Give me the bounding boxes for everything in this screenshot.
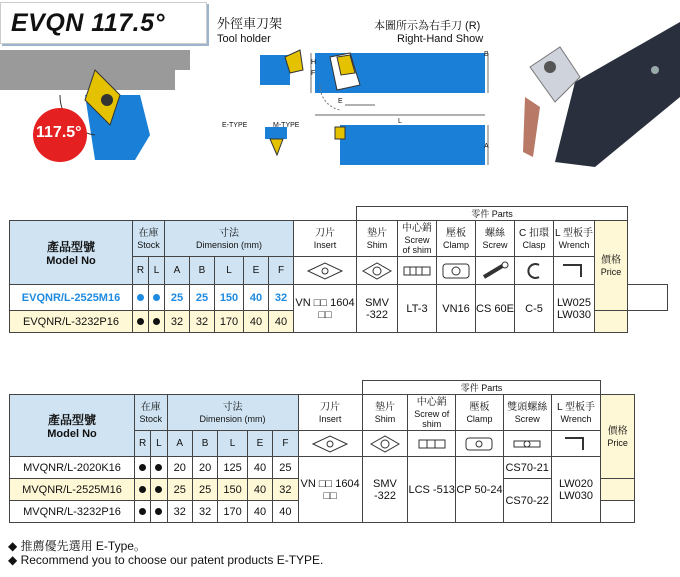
model-header: 產品型號 Model No xyxy=(10,395,135,457)
col-b: B xyxy=(190,257,215,285)
wrench-value: LW025 LW030 xyxy=(554,285,595,333)
holder-side-view xyxy=(340,125,485,165)
clamp-value: CP 50-24 xyxy=(456,457,504,523)
stock-l-dot xyxy=(155,464,162,471)
clasp-header: C 扣環 Clasp xyxy=(515,221,554,257)
col-len: L xyxy=(215,257,244,285)
price-cell xyxy=(601,479,635,501)
screw-shim-value: LCS -513 xyxy=(408,457,456,523)
note-zh: ◆ 推薦優先選用 E-Type。 xyxy=(8,539,146,553)
shim-header: 墊片 Shim xyxy=(362,395,408,431)
col-f: F xyxy=(269,257,294,285)
dim-e: E xyxy=(338,98,343,105)
screw-header: 螺絲 Screw xyxy=(476,221,515,257)
turning-illustration xyxy=(0,40,205,170)
col-l: L xyxy=(151,431,167,457)
table-row-model: MVQNR/L-2020K16 xyxy=(10,457,135,479)
table-row-model: EVQNR/L-3232P16 xyxy=(10,311,133,333)
stock-l-dot xyxy=(153,294,160,301)
shim-icon xyxy=(357,257,398,285)
col-b: B xyxy=(192,431,217,457)
table-row-model: MVQNR/L-3232P16 xyxy=(10,501,135,523)
stock-header: 在庫 Stock xyxy=(135,395,168,431)
stock-r-dot xyxy=(139,486,146,493)
product-table-1: 零件 Parts 產品型號 Model No 在庫 Stock 寸法 Dimension (mm) 刀片 Insert 墊片 Shim 中心銷 Screw of shim 壓板 Clamp 螺絲 Screw C 扣環 Clasp L 型板手 Wrench 價格 Price R L A B L E F EVQNR/L-2525M16 25 25 150 40 32 VN □□ 1604 □□ SMV -322 LT-3 VN16 CS 60E C-5 LW025 LW030 EVQNR/L-3232P16 32 32 170 40 40 xyxy=(9,206,668,333)
clamp-value: VN16 xyxy=(437,285,476,333)
model-header: 產品型號 Model No xyxy=(10,221,133,285)
insert-header: 刀片 Insert xyxy=(294,221,357,257)
col-e: E xyxy=(244,257,269,285)
parts-header: 零件 Parts xyxy=(357,207,628,221)
screw-icon xyxy=(476,257,515,285)
insert-header: 刀片 Insert xyxy=(298,395,362,431)
col-r: R xyxy=(135,431,151,457)
stock-l-dot xyxy=(155,486,162,493)
price-cell xyxy=(601,501,635,523)
dim-l: L xyxy=(398,118,402,125)
price-header: 價格 Price xyxy=(601,395,635,479)
stock-r-dot xyxy=(139,464,146,471)
stock-r-dot xyxy=(139,508,146,515)
tool-holder-drawing xyxy=(255,45,495,185)
wrench-icon xyxy=(554,257,595,285)
tool-holder-en: Tool holder xyxy=(217,33,271,45)
insert-icon xyxy=(298,431,362,457)
screw-shim-value: LT-3 xyxy=(398,285,437,333)
screw-value-a: CS70-21 xyxy=(503,457,551,479)
product-photo xyxy=(515,22,680,172)
col-r: R xyxy=(133,257,149,285)
insert-value: VN □□ 1604 □□ xyxy=(294,285,357,333)
clamp-header: 壓板 Clamp xyxy=(437,221,476,257)
price-cell xyxy=(628,285,668,311)
tool-holder-zh: 外徑車刀架 xyxy=(217,16,283,31)
clamp-icon xyxy=(456,431,504,457)
shim-value: SMV -322 xyxy=(357,285,398,333)
col-len: L xyxy=(218,431,247,457)
double-screw-icon xyxy=(503,431,551,457)
insert-value: VN □□ 1604 □□ xyxy=(298,457,362,523)
shim-value: SMV -322 xyxy=(362,457,408,523)
screw-shim-header: 中心銷 Screw of shim xyxy=(398,221,437,257)
screw-of-shim-icon xyxy=(408,431,456,457)
angle-badge: 117.5° xyxy=(36,124,82,141)
product-table-2: 零件 Parts 產品型號 Model No 在庫 Stock 寸法 Dimension (mm) 刀片 Insert 墊片 Shim 中心銷 Screw of shim 壓板 Clamp 雙頭螺絲 Screw L 型板手 Wrench 價格 Price R L A B L E F MVQNR/L-2020K16 20 20 125 40 25 VN □□ 1604 □□ SMV -322 LCS -513 CP 50-24 CS70-21 LW020 LW030 MVQNR/L-2525M16 25 25 150 40 32 CS70-22 MVQNR/L-3232P16 32 32 170 40 40 xyxy=(9,380,635,523)
stock-r-dot xyxy=(137,294,144,301)
col-l: L xyxy=(149,257,165,285)
wrench-header: L 型板手 Wrench xyxy=(554,221,595,257)
page-title: EVQN 117.5° xyxy=(11,9,165,37)
e-type-label: E-TYPE xyxy=(222,122,248,129)
right-hand-en: Right-Hand Show xyxy=(397,33,484,45)
dim-f: F xyxy=(311,70,316,77)
shim-header: 墊片 Shim xyxy=(357,221,398,257)
stock-r-dot xyxy=(137,318,144,325)
clasp-icon xyxy=(515,257,554,285)
clasp-value: C-5 xyxy=(515,285,554,333)
price-header: 價格 Price xyxy=(595,221,628,311)
wrench-icon xyxy=(551,431,601,457)
col-a: A xyxy=(167,431,192,457)
dimension-header: 寸法 Dimension (mm) xyxy=(167,395,298,431)
screw-value: CS 60E xyxy=(476,285,515,333)
dim-a: A xyxy=(484,143,489,150)
wrench-header: L 型板手 Wrench xyxy=(551,395,601,431)
stock-l-dot xyxy=(155,508,162,515)
stock-header: 在庫 Stock xyxy=(133,221,165,257)
parts-header: 零件 Parts xyxy=(362,381,601,395)
wrench-value: LW020 LW030 xyxy=(551,457,601,523)
clamp-header: 壓板 Clamp xyxy=(456,395,504,431)
dim-b: B xyxy=(484,51,489,58)
stock-l-dot xyxy=(153,318,160,325)
clamp-icon xyxy=(437,257,476,285)
shim-icon xyxy=(362,431,408,457)
screw-shim-header: 中心銷 Screw of shim xyxy=(408,395,456,431)
insert-icon xyxy=(294,257,357,285)
col-e: E xyxy=(247,431,272,457)
dim-h: H xyxy=(311,59,317,66)
m-type-label: M-TYPE xyxy=(273,122,300,129)
screw-value-b: CS70-22 xyxy=(503,479,551,523)
insert-screw xyxy=(101,94,113,106)
screw-of-shim-icon xyxy=(398,257,437,285)
right-hand-zh: 本圖所示為右手刀 (R) xyxy=(374,20,481,32)
price-cell xyxy=(595,311,628,333)
table-row-model: EVQNR/L-2525M16 xyxy=(10,285,133,311)
dimension-header: 寸法 Dimension (mm) xyxy=(165,221,294,257)
note-en: ◆ Recommend you to choose our patent products E-TYPE. xyxy=(8,553,324,567)
col-f: F xyxy=(273,431,298,457)
screw-header: 雙頭螺絲 Screw xyxy=(503,395,551,431)
table-row-model: MVQNR/L-2525M16 xyxy=(10,479,135,501)
title-box xyxy=(0,2,207,44)
col-a: A xyxy=(165,257,190,285)
